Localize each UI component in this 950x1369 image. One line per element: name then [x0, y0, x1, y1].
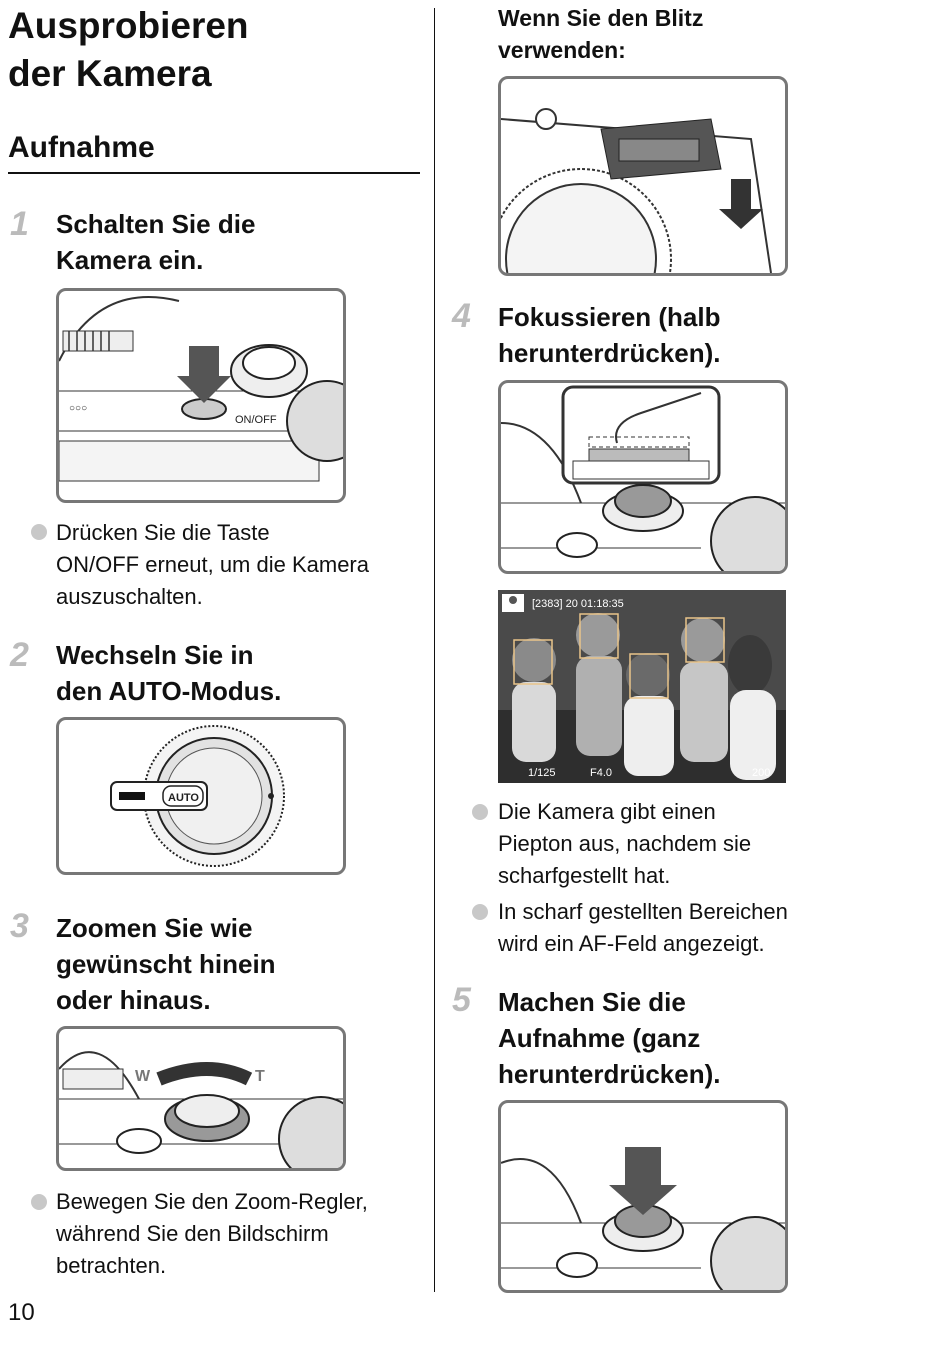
- bullet-step4b: In scharf gestellten Bereichen wird ein AF-Feld angezeigt.: [498, 899, 788, 956]
- lcd-aperture: F4.0: [590, 767, 613, 779]
- page-title: Ausprobieren der Kamera: [8, 5, 249, 94]
- step-number-3: 3: [10, 907, 29, 945]
- page-number: 10: [8, 1299, 35, 1326]
- step-number-1: 1: [10, 205, 29, 243]
- auto-label: AUTO: [168, 792, 199, 804]
- lcd-top-info: [2383] 20 01:18:35: [532, 598, 624, 610]
- illustration-full-press: [498, 1100, 788, 1293]
- column-divider: [434, 8, 435, 1292]
- zoom-t-label: T: [255, 1068, 265, 1085]
- step-number-2: 2: [10, 636, 29, 674]
- step-text-2: Wechseln Sie in den AUTO-Modus.: [56, 640, 282, 706]
- bullet-step3: Bewegen Sie den Zoom-Regler, während Sie den Bildschirm betrachten.: [56, 1189, 368, 1278]
- svg-text:○○○: ○○○: [69, 403, 88, 414]
- step-number-4: 4: [452, 297, 471, 335]
- illustration-power-on: [56, 288, 346, 503]
- camera-lcd-screen: [498, 590, 786, 783]
- illustration-zoom-lever: [56, 1026, 346, 1171]
- step-text-4: Fokussieren (halb herunterdrücken).: [498, 302, 721, 368]
- step-text-3: Zoomen Sie wie gewünscht hinein oder hinaus.: [56, 913, 276, 1015]
- illustration-flash: [498, 76, 788, 276]
- bullet-dot: [31, 1194, 47, 1210]
- step-text-5: Machen Sie die Aufnahme (ganz herunterdrücken).: [498, 987, 721, 1089]
- lcd-iso: 200: [752, 767, 771, 779]
- flash-heading: Wenn Sie den Blitz verwenden:: [498, 5, 704, 63]
- step-text-1: Schalten Sie die Kamera ein.: [56, 209, 256, 275]
- bullet-dot: [31, 524, 47, 540]
- section-heading: Aufnahme: [8, 128, 420, 174]
- onoff-label: ON/OFF: [235, 414, 277, 426]
- bullet-step4a: Die Kamera gibt einen Piepton aus, nachdem sie scharfgestellt hat.: [498, 799, 752, 888]
- illustration-half-press: [498, 380, 788, 574]
- lcd-shutter: 1/125: [528, 767, 556, 779]
- illustration-mode-dial: [56, 717, 346, 875]
- bullet-dot: [472, 804, 488, 820]
- bullet-dot: [472, 904, 488, 920]
- step-number-5: 5: [452, 981, 471, 1019]
- bullet-step1: Drücken Sie die Taste ON/OFF erneut, um die Kamera auszuschalten.: [56, 520, 369, 609]
- zoom-w-label: W: [135, 1068, 151, 1085]
